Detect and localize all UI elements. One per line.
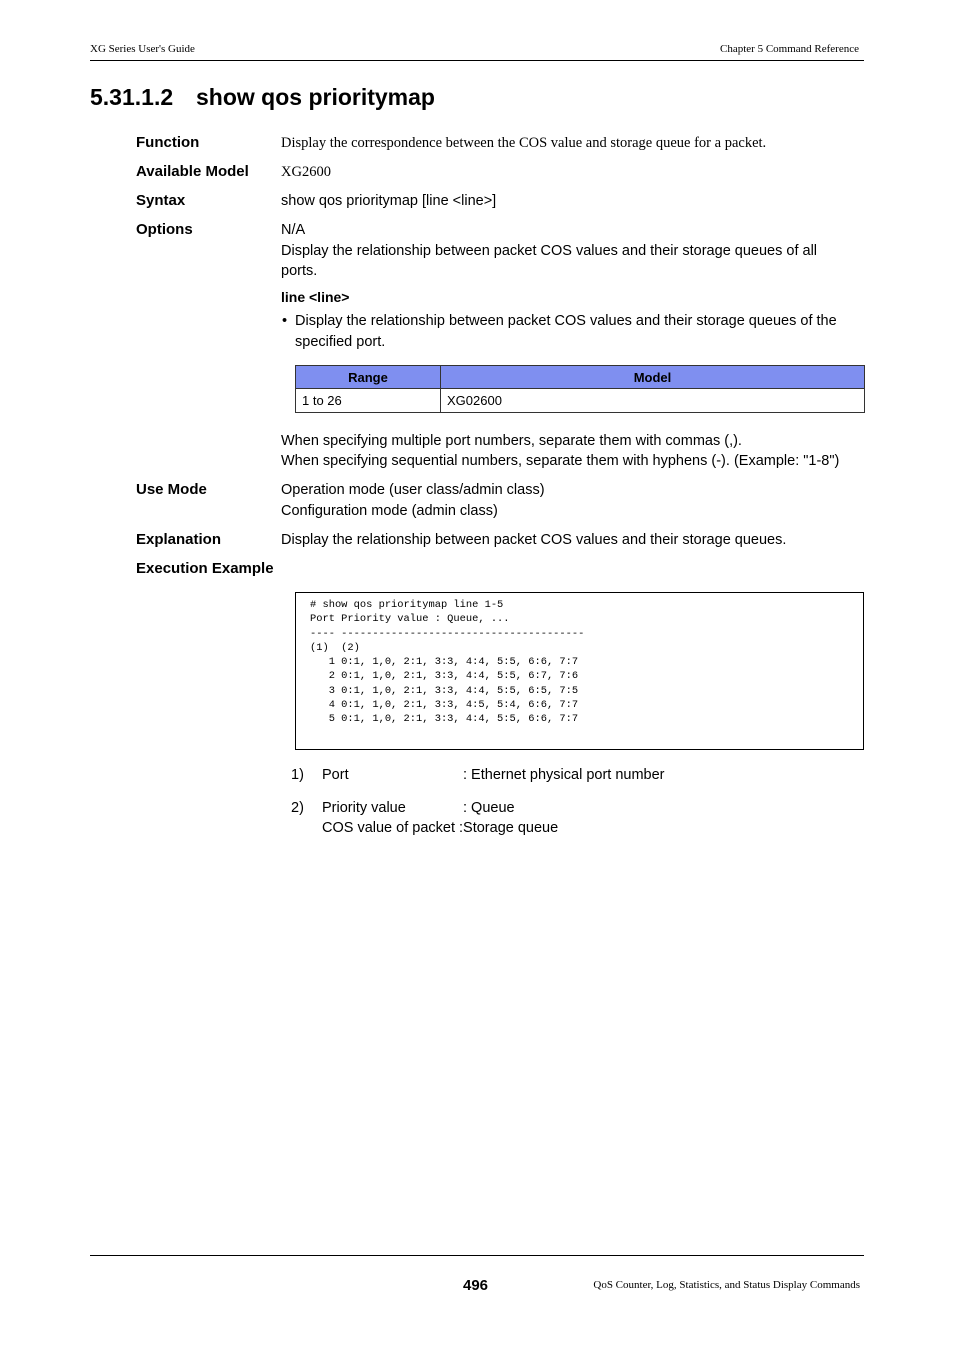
option-line-heading: line <line>: [281, 289, 350, 305]
option-line-desc-line2: specified port.: [295, 334, 386, 350]
explanation-label: Explanation: [136, 531, 222, 548]
section-number: 5.31.1.2: [90, 84, 174, 110]
legend-item1-number: 1): [291, 767, 304, 783]
note-hyphens: When specifying sequential numbers, separate them with hyphens (-). (Example: "1-8"): [281, 453, 840, 469]
bullet-icon: •: [282, 313, 288, 329]
explanation-text: Display the relationship between packet COS values and their storage queues.: [281, 532, 787, 548]
footer-section-title: QoS Counter, Log, Statistics, and Status Display Commands: [593, 1279, 860, 1291]
legend-item2-number: 2): [291, 800, 304, 816]
usemode-configuration: Configuration mode (admin class): [281, 503, 498, 519]
page-number: 496: [463, 1277, 489, 1294]
header-chapter-title: Chapter 5 Command Reference: [720, 43, 859, 55]
model-cell: XG02600: [441, 389, 865, 413]
usemode-label: Use Mode: [136, 481, 207, 498]
legend-item1-desc: : Ethernet physical port number: [463, 767, 665, 783]
syntax-text: show qos prioritymap [line <line>]: [281, 193, 497, 209]
model-label: Available Model: [136, 163, 249, 180]
model-text: XG2600: [281, 164, 331, 180]
header-rule: [90, 60, 864, 61]
legend-item2-name: Priority value: [322, 800, 406, 816]
range-table-header-row: [296, 366, 865, 389]
option-line-desc-line1: Display the relationship between packet COS values and their storage queues of the: [295, 313, 837, 329]
section-title: show qos prioritymap: [196, 84, 435, 110]
options-na: N/A: [281, 222, 306, 238]
function-text: Display the correspondence between the COS value and storage queue for a packet.: [281, 135, 767, 151]
legend-item2-desc: : Queue: [463, 800, 515, 816]
note-commas: When specifying multiple port numbers, separate them with commas (,).: [281, 433, 742, 449]
range-cell: 1 to 26: [296, 389, 441, 413]
options-label: Options: [136, 221, 193, 238]
footer-rule: [90, 1255, 864, 1256]
function-label: Function: [136, 134, 200, 151]
table-row: [296, 389, 865, 413]
range-column-header: Range: [296, 366, 441, 389]
section-heading: [90, 84, 435, 111]
model-column-header: Model: [441, 366, 865, 389]
example-code-box: [295, 592, 864, 750]
options-na-desc-line1: Display the relationship between packet COS values and their storage queues of all: [281, 243, 818, 259]
range-table: [295, 365, 865, 413]
example-code: # show qos prioritymap line 1-5 Port Priority value : Queue, ... ---- --------------------------------------- (1) (2) 1 0:1, 1,0, 2:1, 3:3, 4:4, 5:5, 6:6, 7:7 2 0:1, 1,0, 2:1, 3:3, 4:4, 5:5, 6:7, 7:6 3 0:1, 1,0, 2:1, 3:3, 4:4, 5:5, 6:5, 7:5 4 0:1, 1,0, 2:1, 3:3, 4:5, 5:4, 6:6, 7:7 5 0:1, 1,0, 2:1, 3:3, 4:4, 5:5, 6:6, 7:7: [310, 599, 585, 726]
header-guide-title: XG Series User's Guide: [90, 43, 195, 55]
legend-item2-subline: COS value of packet :Storage queue: [322, 820, 559, 836]
legend-item1-name: Port: [322, 767, 349, 783]
example-label: Execution Example: [136, 560, 274, 577]
usemode-operation: Operation mode (user class/admin class): [281, 482, 545, 498]
options-na-desc-line2: ports.: [281, 263, 318, 279]
syntax-label: Syntax: [136, 192, 186, 209]
